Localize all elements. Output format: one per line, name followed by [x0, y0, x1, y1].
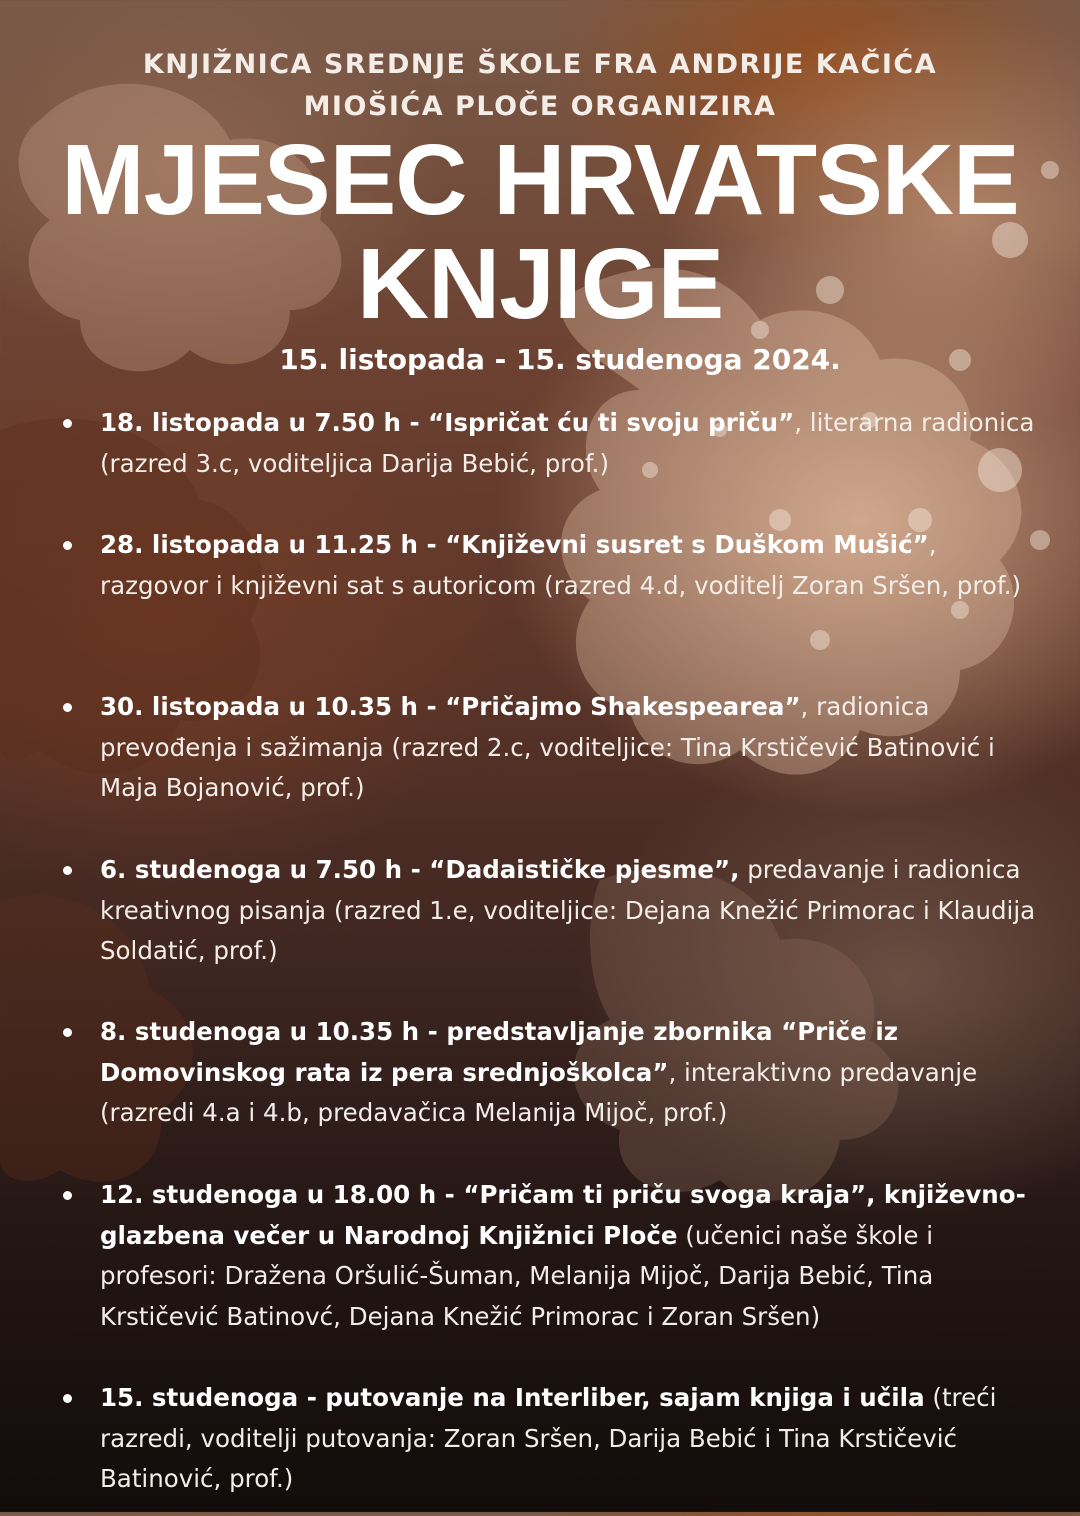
bullet-icon — [63, 703, 72, 712]
event-details: , razgovor i književni sat s autoricom (razred 4.d, voditelj Zoran Sršen, prof.) — [100, 530, 1022, 600]
bullet-icon — [63, 1191, 72, 1200]
bullet-icon — [63, 541, 72, 550]
event-details: (učenici naše škole i profesori: Dražena Oršulić-Šuman, Melanija Mijoč, Darija Bebić, Tina Krstičević Batinovć, Dejana Knežić Primorac i Zoran Sršen) — [100, 1220, 934, 1331]
event-item — [100, 1175, 1050, 1337]
bullet-icon — [63, 419, 72, 428]
title-line: KNJIGE — [356, 228, 724, 340]
event-item — [100, 687, 1050, 809]
bullet-icon — [63, 1028, 72, 1037]
event-item — [100, 1378, 1050, 1500]
event-item — [100, 1012, 1050, 1134]
poster-title — [0, 124, 1080, 340]
event-details: , interaktivno predavanje (razredi 4.a i 4.b, predavačica Melanija Mijoč, prof.) — [100, 1057, 978, 1127]
event-details: predavanje i radionica kreativnog pisanja (razred 1.e, voditeljice: Dejana Knežić Primorac i Klaudija Soldatić, prof.) — [100, 855, 1036, 965]
event-title: 15. studenoga - putovanje na Interliber, sajam knjiga i učila — [100, 1383, 925, 1412]
event-item — [100, 850, 1050, 972]
organizer-line: MIOŠIĆA PLOČE ORGANIZIRA — [303, 91, 777, 122]
event-title: 12. studenoga u 18.00 h - “Pričam ti priču svoga kraja”, književno-glazbena večer u Narodnoj Knjižnici Ploče — [100, 1180, 1026, 1250]
organizer-heading — [0, 44, 1080, 128]
bullet-icon — [63, 866, 72, 875]
event-details: , literarna radionica (razred 3.c, voditeljica Darija Bebić, prof.) — [100, 408, 1035, 478]
event-title: 8. studenoga u 10.35 h - predstavljanje zbornika “Priče iz Domovinskog rata iz pera srednjoškolca” — [100, 1017, 898, 1087]
event-details: (treći razredi, voditelji putovanja: Zoran Sršen, Darija Bebić i Tina Krstičević Batinović, prof.) — [100, 1383, 997, 1493]
event-item — [100, 525, 1050, 606]
bullet-icon — [63, 1394, 72, 1403]
event-details: , radionica prevođenja i sažimanja (razred 2.c, voditeljice: Tina Krstičević Batinović i Maja Bojanović, prof.) — [100, 692, 995, 802]
event-item — [100, 403, 1050, 484]
event-title: 6. studenoga u 7.50 h - “Dadaističke pjesme”, — [100, 855, 740, 884]
organizer-line: KNJIŽNICA SREDNJE ŠKOLE FRA ANDRIJE KAČIĆA — [142, 49, 938, 80]
title-line: MJESEC HRVATSKE — [61, 124, 1019, 236]
date-range: 15. listopada - 15. studenoga 2024. — [279, 343, 841, 376]
event-title: 18. listopada u 7.50 h - “Ispričat ću ti svoju priču” — [100, 408, 795, 437]
event-title: 30. listopada u 10.35 h - “Pričajmo Shakespearea” — [100, 692, 801, 721]
event-title: 28. listopada u 11.25 h - “Književni susret s Duškom Mušić” — [100, 530, 929, 559]
